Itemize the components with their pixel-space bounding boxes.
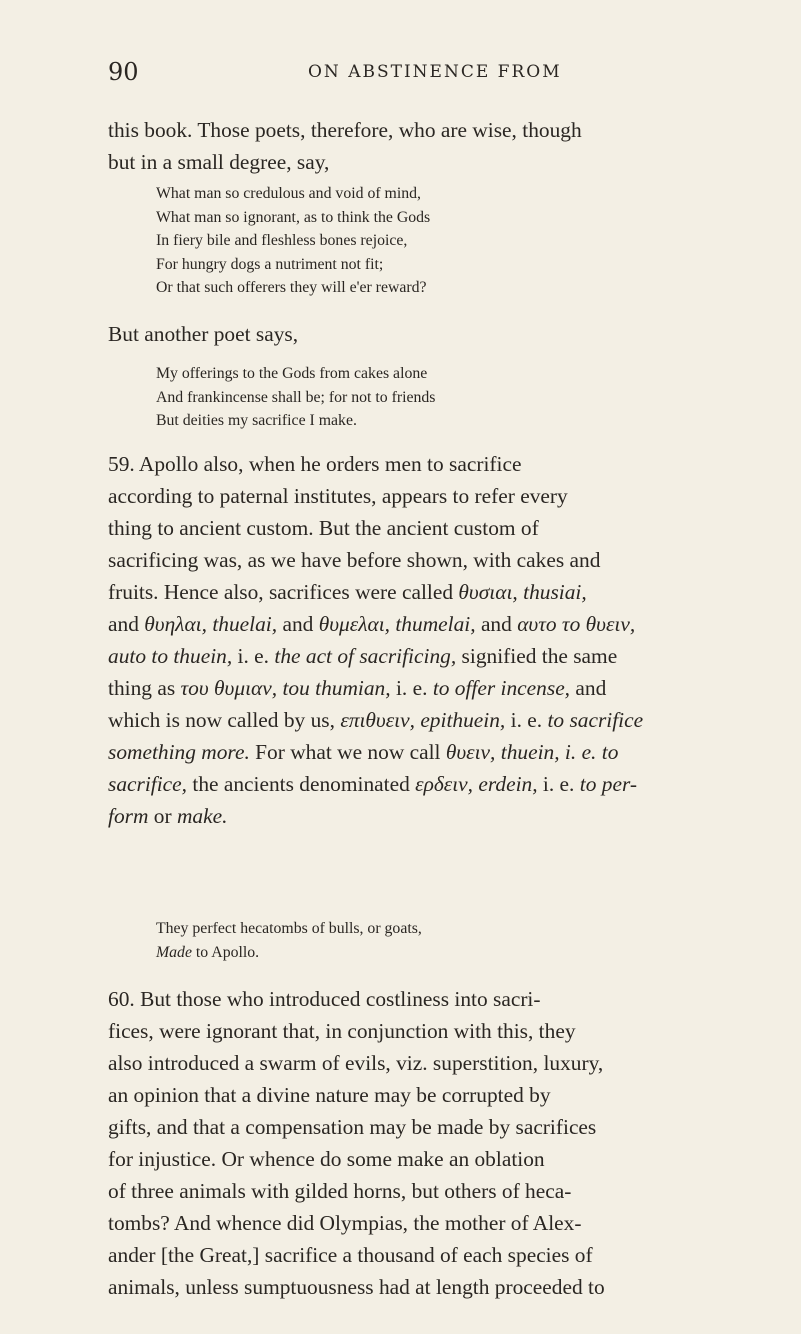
emphasis: to offer incense, bbox=[432, 676, 571, 700]
text-run: thing as bbox=[108, 676, 176, 700]
page-header bbox=[108, 58, 741, 98]
text-line bbox=[108, 736, 766, 768]
running-title: ON ABSTINENCE FROM bbox=[308, 62, 562, 82]
text-line bbox=[108, 608, 766, 640]
text-line: fices, were ignorant that, in conjunction with this, they bbox=[108, 1019, 576, 1043]
transliteration: epithuein, bbox=[420, 708, 506, 732]
emphasis: make. bbox=[176, 804, 228, 828]
text-line: animals, unless sumptuousness had at length proceeded to bbox=[108, 1275, 605, 1299]
text-line: also introduced a swarm of evils, viz. superstition, luxury, bbox=[108, 1051, 604, 1075]
paragraph-60 bbox=[108, 983, 766, 1303]
verse-line bbox=[156, 941, 801, 965]
greek-word: αυτο το θυειν, bbox=[517, 612, 636, 636]
greek-word: του θυμιαν, bbox=[180, 676, 278, 700]
verse-line: My offerings to the Gods from cakes alone bbox=[156, 365, 428, 382]
text-line: tombs? And whence did Olympias, the mother of Alex- bbox=[108, 1211, 582, 1235]
verse-line: For hungry dogs a nutriment not fit; bbox=[156, 255, 384, 273]
text-line bbox=[108, 800, 766, 832]
text-line: ander [the Great,] sacrifice a thousand of each species of bbox=[108, 1243, 593, 1267]
text-run: i. e. bbox=[510, 708, 543, 732]
emphasis: the act of sacrificing, bbox=[274, 644, 457, 668]
text-line: according to paternal institutes, appears to refer every bbox=[108, 484, 568, 508]
verse-line: They perfect hecatombs of bulls, or goats, bbox=[156, 920, 422, 937]
text-run: and bbox=[480, 612, 512, 636]
transliteration: thuelai, bbox=[212, 612, 278, 636]
text-line: but in a small degree, say, bbox=[108, 150, 330, 174]
text-run: and bbox=[282, 612, 314, 636]
text-line bbox=[108, 704, 766, 736]
verse-quote-2 bbox=[156, 362, 801, 433]
text-run: and bbox=[575, 676, 607, 700]
text-line: 59. Apollo also, when he orders men to sacrifice bbox=[108, 452, 522, 476]
text-line bbox=[108, 768, 766, 800]
verse-quote-3 bbox=[156, 917, 801, 964]
text-line: sacrificing was, as we have before shown, with cakes and bbox=[108, 548, 601, 572]
verse-line: What man so credulous and void of mind, bbox=[156, 185, 421, 202]
text-line: But another poet says, bbox=[108, 322, 299, 346]
greek-word: θυηλαι, bbox=[144, 612, 207, 636]
emphasis: to sacrifice bbox=[547, 708, 644, 732]
text-run: i. e. bbox=[542, 772, 575, 796]
greek-word: επιθυειν, bbox=[340, 708, 415, 732]
text-run: and bbox=[108, 612, 139, 636]
text-run: the ancients denominated bbox=[192, 772, 410, 796]
intro-paragraph bbox=[108, 114, 766, 178]
verse-quote-1 bbox=[156, 182, 801, 300]
transliteration: thuein, i. e. to bbox=[500, 740, 619, 764]
verse-line: What man so ignorant, as to think the Gods bbox=[156, 208, 431, 226]
emphasis: Made bbox=[156, 943, 192, 961]
transliteration: auto to thuein, bbox=[108, 644, 233, 668]
text-line: this book. Those poets, therefore, who are wise, though bbox=[108, 118, 582, 142]
emphasis: something more. bbox=[108, 740, 250, 764]
page-number: 90 bbox=[108, 58, 139, 86]
text-run: to Apollo. bbox=[195, 943, 260, 961]
text-line bbox=[108, 640, 766, 672]
greek-word: θυειν, bbox=[445, 740, 496, 764]
text-run: which is now called by us, bbox=[108, 708, 335, 732]
text-line: 60. But those who introduced costliness into sacri- bbox=[108, 987, 541, 1011]
text-line: gifts, and that a compensation may be made by sacrifices bbox=[108, 1115, 597, 1139]
transliteration: erdein, bbox=[478, 772, 538, 796]
text-line: for injustice. Or whence do some make an oblation bbox=[108, 1147, 545, 1171]
transliteration: thusiai, bbox=[523, 580, 587, 604]
verse-line: And frankincense shall be; for not to friends bbox=[156, 388, 436, 406]
text-run: fruits. Hence also, sacrifices were called bbox=[108, 580, 454, 604]
text-run: i. e. bbox=[395, 676, 428, 700]
emphasis: to per- bbox=[579, 772, 637, 796]
text-run: signified the same bbox=[461, 644, 618, 668]
text-line: thing to ancient custom. But the ancient custom of bbox=[108, 516, 539, 540]
text-line bbox=[108, 576, 766, 608]
emphasis: form bbox=[108, 804, 149, 828]
emphasis: sacrifice, bbox=[108, 772, 188, 796]
paragraph-59 bbox=[108, 448, 766, 832]
verse-line: But deities my sacrifice I make. bbox=[156, 412, 357, 429]
text-line: an opinion that a divine nature may be corrupted by bbox=[108, 1083, 551, 1107]
verse-line: In fiery bile and fleshless bones rejoice, bbox=[156, 232, 408, 249]
text-line: of three animals with gilded horns, but others of heca- bbox=[108, 1179, 572, 1203]
transliteration: tou thumian, bbox=[282, 676, 391, 700]
greek-word: ερδειν, bbox=[415, 772, 473, 796]
text-line bbox=[108, 672, 766, 704]
text-run: or bbox=[153, 804, 172, 828]
greek-word: θυμελαι, bbox=[318, 612, 390, 636]
another-poet-line bbox=[108, 318, 766, 350]
text-run: i. e. bbox=[237, 644, 270, 668]
greek-word: θυσιαι, bbox=[458, 580, 518, 604]
verse-line: Or that such offerers they will e'er reward? bbox=[156, 279, 427, 296]
text-run: For what we now call bbox=[255, 740, 441, 764]
transliteration: thumelai, bbox=[395, 612, 476, 636]
